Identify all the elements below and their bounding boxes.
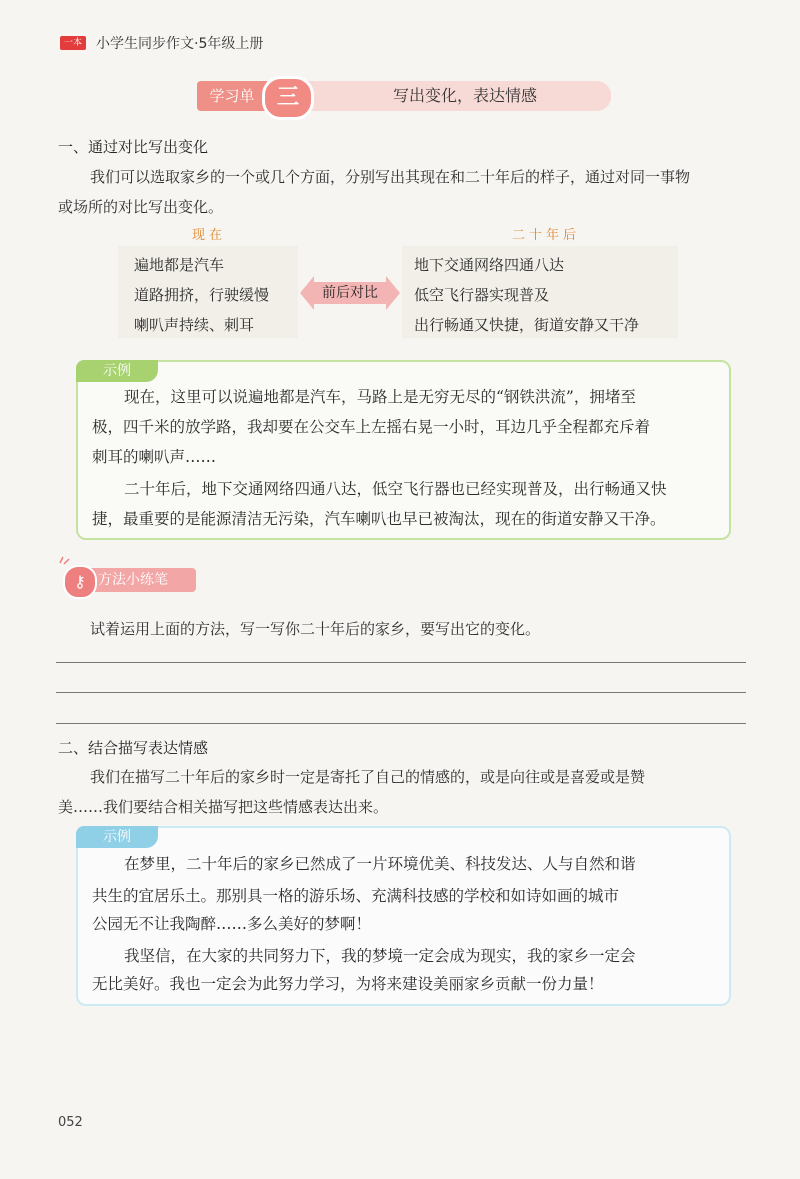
now-item: 道路拥挤，行驶缓慢	[134, 286, 270, 304]
now-item: 喇叭声持续、刺耳	[134, 316, 255, 334]
section2-intro-line-2: 美……我们要结合相关描写把这些情感表达出来。	[58, 798, 389, 816]
banner-number-badge: 三	[262, 76, 314, 120]
section1-intro-line-1: 我们可以选取家乡的一个或几个方面，分别写出其现在和二十年后的样子，通过对同一事物	[90, 168, 691, 186]
future-item: 出行畅通又快捷，街道安静又干净	[414, 316, 640, 334]
banner-left-label: 学习单	[197, 81, 267, 111]
practice-prompt: 试着运用上面的方法，写一写你二十年后的家乡，要写出它的变化。	[90, 620, 541, 638]
brand-logo: 一本	[60, 36, 86, 50]
example2-line: 共生的宜居乐土。那别具一格的游乐场、充满科技感的学校和如诗如画的城市	[92, 887, 620, 905]
example2-line: 无比美好。我也一定会为此努力学习，为将来建设美丽家乡贡献一份力量！	[92, 975, 604, 993]
example2-line: 公园无不让我陶醉……多么美好的梦啊！	[92, 915, 372, 933]
book-title: 小学生同步作文·5年级上册	[96, 36, 264, 52]
example-tab-1: 示例	[76, 360, 158, 382]
section1-heading: 一、通过对比写出变化	[58, 138, 209, 156]
section2-intro-line-1: 我们在描写二十年后的家乡时一定是寄托了自己的情感的，或是向往或是喜爱或是赞	[90, 768, 646, 786]
example1-line: 捷，最重要的是能源清洁无污染，汽车喇叭也早已被淘汰，现在的街道安静又干净。	[92, 510, 666, 528]
example1-line: 极，四千米的放学路，我却要在公交车上左摇右晃一小时，耳边几乎全程都充斥着	[92, 418, 651, 436]
example1-line: 现在，这里可以说遍地都是汽车，马路上是无穷无尽的“钢铁洪流”，拥堵至	[124, 388, 636, 406]
writing-line[interactable]	[56, 692, 746, 693]
comparison-arrow-label: 前后对比	[322, 285, 378, 301]
page-number: 052	[58, 1115, 83, 1130]
example2-line: 在梦里，二十年后的家乡已然成了一片环境优美、科技发达、人与自然和谐	[124, 855, 636, 873]
example1-line: 刺耳的喇叭声……	[92, 448, 217, 466]
now-item: 遍地都是汽车	[134, 256, 225, 274]
spark-icon	[58, 555, 72, 565]
key-icon: ⚷	[63, 565, 97, 599]
future-label: 二十年后	[512, 228, 581, 243]
writing-line[interactable]	[56, 662, 746, 663]
method-practice-tag: 方法小练笔	[76, 568, 196, 592]
future-item: 地下交通网络四通八达	[414, 256, 565, 274]
banner-title: 写出变化，表达情感	[392, 86, 537, 105]
future-item: 低空飞行器实现普及	[414, 286, 550, 304]
section1-intro-line-2: 或场所的对比写出变化。	[58, 198, 224, 216]
now-label: 现在	[192, 228, 227, 243]
example-tab-2: 示例	[76, 826, 158, 848]
section2-heading: 二、结合描写表达情感	[58, 739, 209, 757]
example2-line: 我坚信，在大家的共同努力下，我的梦境一定会成为现实，我的家乡一定会	[124, 947, 636, 965]
writing-line[interactable]	[56, 723, 746, 724]
example1-line: 二十年后，地下交通网络四通八达，低空飞行器也已经实现普及，出行畅通又快	[124, 480, 667, 498]
